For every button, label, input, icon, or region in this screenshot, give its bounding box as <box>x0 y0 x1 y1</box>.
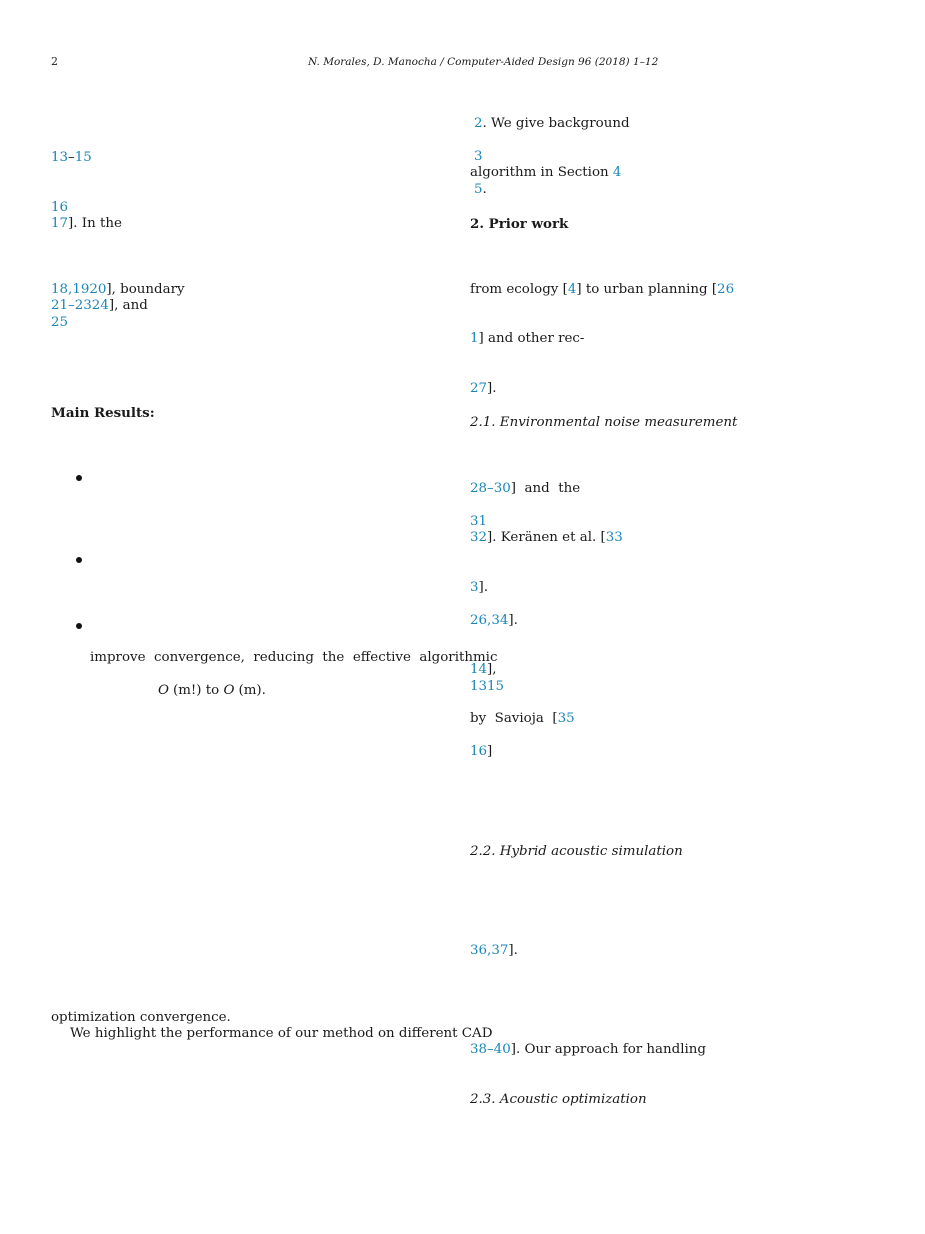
ref-link[interactable]: 19 <box>72 282 90 297</box>
ref-link[interactable]: 16 <box>470 744 488 759</box>
bullet3-line <box>90 650 498 666</box>
bullet-1 <box>76 475 82 481</box>
ref-link[interactable]: 38 <box>470 1042 488 1057</box>
sec5-ref-line <box>474 182 487 198</box>
ref-link[interactable]: 13 <box>51 150 69 165</box>
ref-link[interactable]: 36 <box>470 943 488 958</box>
dash: – <box>487 1042 494 1057</box>
ecology-line <box>470 282 734 298</box>
text-fragment: ]. <box>487 381 497 396</box>
complexity-formula <box>158 683 266 699</box>
math-arg: (m) <box>238 683 262 698</box>
math-o: O <box>223 683 235 698</box>
ref-link[interactable]: 20 <box>89 282 107 297</box>
ref-link[interactable]: 27 <box>470 381 488 396</box>
math-to: to <box>201 683 224 698</box>
ref-link[interactable]: 1315 <box>470 679 505 694</box>
ref-link[interactable]: 3 <box>474 149 483 164</box>
citation-18-20 <box>51 282 185 298</box>
citation-14 <box>470 662 497 678</box>
citation-32 <box>470 530 623 546</box>
savioja-line <box>470 711 575 727</box>
text-fragment: ] to urban planning [ <box>576 282 718 297</box>
text-fragment: . We give background <box>482 116 630 131</box>
dash: – <box>487 481 494 496</box>
ref-link[interactable]: 15 <box>74 150 92 165</box>
ref-link[interactable]: 23 <box>74 298 92 313</box>
ref-link[interactable]: 21 <box>51 298 69 313</box>
text-fragment: ]. <box>478 580 489 595</box>
math-end: . <box>261 683 266 698</box>
prior-work-heading: 2. Prior work <box>470 216 569 232</box>
text-fragment: ]. Our approach for handling <box>510 1042 706 1057</box>
citation-21-24 <box>51 298 148 314</box>
ref-link[interactable]: 40 <box>493 1042 511 1057</box>
citation-3 <box>470 580 488 596</box>
algorithm-line <box>470 165 621 181</box>
comma: , <box>487 943 492 958</box>
main-results-heading: Main Results: <box>51 405 155 421</box>
text-fragment: ] and the <box>510 481 581 496</box>
citation-13-15 <box>51 150 92 166</box>
ref-link[interactable]: 16 <box>51 200 69 215</box>
sec2-ref-line <box>474 116 630 132</box>
text-fragment: . <box>482 182 487 197</box>
citation-16b <box>470 744 492 760</box>
text-fragment: ], boundary <box>106 282 185 297</box>
citation-28-30 <box>470 481 580 497</box>
ref-link[interactable]: 25 <box>51 315 69 330</box>
ref-link[interactable]: 28 <box>470 481 488 496</box>
ref-link[interactable]: 32 <box>470 530 488 545</box>
comma: , <box>487 613 492 628</box>
opt-convergence-line: optimization convergence. <box>51 1010 231 1025</box>
ref-link[interactable]: 24 <box>91 298 109 313</box>
text-fragment: ] <box>487 744 493 759</box>
ref-link[interactable]: 14 <box>470 662 488 677</box>
ref-link[interactable]: 4 <box>567 282 577 297</box>
text-fragment: ]. <box>508 943 518 958</box>
highlight-line: We highlight the performance of our method on different CAD <box>70 1026 493 1041</box>
subsection-2-3-heading: 2.3. Acoustic optimization <box>470 1092 647 1107</box>
text-fragment: by Savioja [ <box>470 711 558 726</box>
ref-link[interactable]: 37 <box>491 943 509 958</box>
text-fragment: ]. In the <box>68 216 122 231</box>
ref-link[interactable]: 35 <box>557 711 575 726</box>
bullet-2 <box>76 557 82 563</box>
ref-link[interactable]: 3 <box>470 580 479 595</box>
text-fragment: ]. <box>508 613 518 628</box>
text-fragment: ] and other rec- <box>478 331 585 346</box>
subsection-2-1-heading: 2.1. Environmental noise measurement <box>470 415 738 430</box>
bullet-3 <box>76 623 82 629</box>
text-fragment: algorithm in Section <box>470 165 613 180</box>
text-fragment: ]. Keränen et al. [ <box>487 530 606 545</box>
citation-36-37 <box>470 943 518 959</box>
dash: – <box>68 298 75 313</box>
page-number: 2 <box>51 55 58 68</box>
comma: , <box>68 282 73 297</box>
ref-link[interactable]: 26 <box>717 282 735 297</box>
text-fragment: ], <box>487 662 497 677</box>
citation-17 <box>51 216 122 232</box>
citation-27 <box>470 381 497 397</box>
ref-link[interactable]: 30 <box>493 481 511 496</box>
other-rec-line <box>470 331 584 347</box>
text-fragment: ], and <box>108 298 148 313</box>
running-title: N. Morales, D. Manocha / Computer-Aided Design 96 (2018) 1–12 <box>308 56 659 68</box>
ref-link[interactable]: 17 <box>51 216 69 231</box>
ref-link[interactable]: 33 <box>605 530 623 545</box>
ref-link[interactable]: 2 <box>474 116 483 131</box>
ref-link[interactable]: 26 <box>470 613 488 628</box>
ref-link[interactable]: 1 <box>470 331 479 346</box>
ref-link[interactable]: 5 <box>474 182 483 197</box>
ref-link[interactable]: 18 <box>51 282 69 297</box>
math-o: O <box>158 683 169 698</box>
math-arg: (m!) <box>172 683 202 698</box>
dash: – <box>68 150 75 165</box>
bullet3-text: improve convergence, reducing the effective algorithmic <box>90 650 498 665</box>
citation-38-40 <box>470 1042 706 1058</box>
subsection-2-2-heading: 2.2. Hybrid acoustic simulation <box>470 844 683 859</box>
ref-link[interactable]: 31 <box>470 514 488 529</box>
ref-link[interactable]: 4 <box>612 165 622 180</box>
citation-26-34 <box>470 613 518 629</box>
ref-link[interactable]: 34 <box>491 613 509 628</box>
text-fragment: from ecology [ <box>470 282 568 297</box>
